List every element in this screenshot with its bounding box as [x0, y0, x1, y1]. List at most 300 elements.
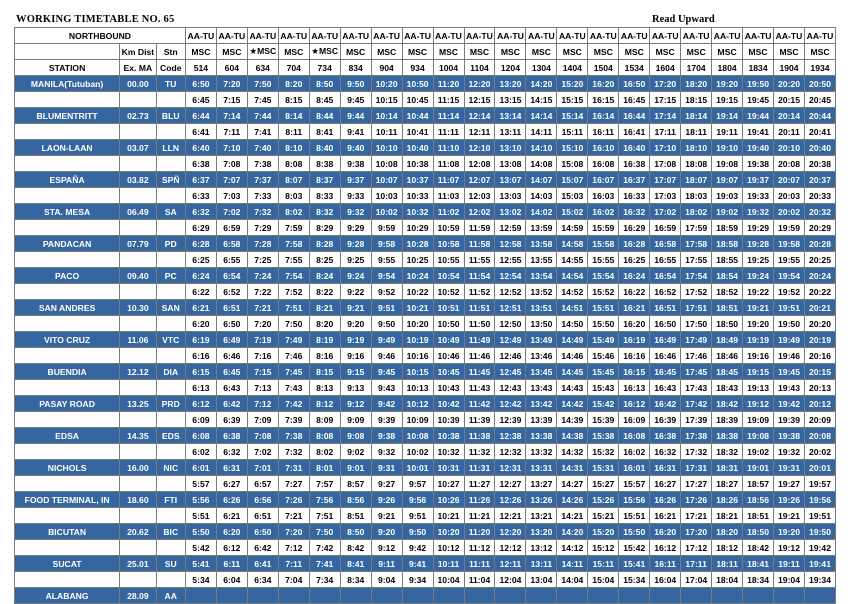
arrival-time: 6:27: [216, 476, 247, 492]
arrival-time: 7:52: [278, 284, 309, 300]
departure-time: [557, 588, 588, 604]
arrival-time: 10:38: [402, 156, 433, 172]
arrival-time: 7:55: [278, 252, 309, 268]
departure-time: 19:44: [743, 108, 774, 124]
arrival-time: 8:20: [309, 316, 340, 332]
departure-time: 6:58: [216, 236, 247, 252]
arrival-time: 13:50: [526, 316, 557, 332]
arrival-time: 15:21: [588, 508, 619, 524]
departure-time: 19:21: [743, 300, 774, 316]
departure-time: 7:51: [278, 300, 309, 316]
departure-time: 12:11: [495, 556, 526, 572]
arrival-time: 20:45: [804, 92, 835, 108]
arrival-time: 9:57: [402, 476, 433, 492]
arrival-row: [15, 476, 836, 492]
arrival-time: 19:16: [743, 348, 774, 364]
arrival-time: 10:20: [402, 316, 433, 332]
departure-time: 10:24: [402, 268, 433, 284]
page-title: WORKING TIMETABLE NO. 65: [16, 14, 175, 25]
station-km: 09.40: [120, 268, 156, 284]
departure-time: 9:50: [340, 76, 371, 92]
arrival-time: 7:04: [278, 572, 309, 588]
arrival-time: 18:32: [712, 444, 743, 460]
departure-time: 10:58: [433, 236, 464, 252]
service-cell: MSC: [464, 44, 495, 60]
departure-time: 6:45: [216, 364, 247, 380]
arrival-time: 19:43: [774, 380, 805, 396]
arrival-time: 16:52: [650, 284, 681, 300]
departure-time: 17:42: [681, 396, 712, 412]
spacer-cell: [15, 444, 120, 460]
arrival-time: 14:08: [526, 156, 557, 172]
arrival-time: 18:39: [712, 412, 743, 428]
departure-time: 12:54: [495, 268, 526, 284]
departure-time: 17:10: [650, 140, 681, 156]
day-code-cell: AA-TU: [464, 28, 495, 44]
departure-time: 12:20: [495, 524, 526, 540]
departure-time: 12:07: [464, 172, 495, 188]
departure-time: 20:08: [804, 428, 835, 444]
station-km: 03.07: [120, 140, 156, 156]
departure-time: 7:20: [216, 76, 247, 92]
arrival-time: 16:55: [650, 252, 681, 268]
departure-time: 16:58: [650, 236, 681, 252]
spacer-cell: [15, 124, 120, 140]
departure-time: 15:45: [588, 364, 619, 380]
departure-time: 11:20: [433, 76, 464, 92]
departure-time: [526, 588, 557, 604]
arrival-time: 8:34: [340, 572, 371, 588]
departure-time: 10:12: [402, 396, 433, 412]
departure-time: 14:54: [557, 268, 588, 284]
arrival-time: 11:46: [464, 348, 495, 364]
departure-time: 9:28: [340, 236, 371, 252]
arrival-time: 12:46: [495, 348, 526, 364]
arrival-time: 5:34: [185, 572, 216, 588]
train-number-cell: 1834: [743, 60, 774, 76]
service-cell: MSC: [650, 44, 681, 60]
arrival-time: 20:09: [804, 412, 835, 428]
departure-time: 11:38: [464, 428, 495, 444]
arrival-time: 17:12: [681, 540, 712, 556]
station-name: BICUTAN: [15, 524, 120, 540]
departure-time: 8:02: [278, 204, 309, 220]
arrival-time: 20:20: [804, 316, 835, 332]
departure-time: [588, 588, 619, 604]
departure-time: 9:40: [340, 140, 371, 156]
departure-time: 16:19: [619, 332, 650, 348]
departure-time: 19:58: [774, 236, 805, 252]
departure-time: 10:21: [402, 300, 433, 316]
service-cell: MSC: [681, 44, 712, 60]
station-row: [15, 108, 836, 124]
arrival-time: 13:08: [495, 156, 526, 172]
departure-time: 8:50: [309, 76, 340, 92]
station-name: MANILA(Tutuban): [15, 76, 120, 92]
arrival-time: 13:27: [526, 476, 557, 492]
departure-time: 19:28: [743, 236, 774, 252]
arrival-time: 17:59: [681, 220, 712, 236]
arrival-time: 6:16: [185, 348, 216, 364]
station-km: 03.82: [120, 172, 156, 188]
departure-time: 19:12: [743, 396, 774, 412]
departure-time: 6:01: [185, 460, 216, 476]
arrival-time: 9:46: [371, 348, 402, 364]
departure-time: [774, 588, 805, 604]
departure-time: 7:02: [216, 204, 247, 220]
spacer-cell: [156, 348, 185, 364]
departure-time: 11:51: [464, 300, 495, 316]
station-code: LLN: [156, 140, 185, 156]
station-code: PRD: [156, 396, 185, 412]
arrival-time: 10:39: [433, 412, 464, 428]
arrival-time: 18:57: [743, 476, 774, 492]
arrival-time: 10:08: [371, 156, 402, 172]
arrival-time: 10:09: [402, 412, 433, 428]
arrival-time: 14:55: [557, 252, 588, 268]
arrival-time: 20:29: [804, 220, 835, 236]
service-cell: MSC: [619, 44, 650, 60]
arrival-time: 19:22: [743, 284, 774, 300]
arrival-time: 9:42: [402, 540, 433, 556]
departure-time: 15:51: [588, 300, 619, 316]
station-code: TU: [156, 76, 185, 92]
departure-time: 6:42: [216, 396, 247, 412]
spacer-cell: [15, 572, 120, 588]
departure-time: 11:45: [464, 364, 495, 380]
station-code: BIC: [156, 524, 185, 540]
departure-time: 15:20: [557, 76, 588, 92]
departure-time: 8:24: [309, 268, 340, 284]
arrival-time: 19:04: [774, 572, 805, 588]
station-km: 25.01: [120, 556, 156, 572]
departure-time: [804, 588, 835, 604]
arrival-time: 18:12: [712, 540, 743, 556]
station-name: PASAY ROAD: [15, 396, 120, 412]
arrival-time: 12:15: [464, 92, 495, 108]
departure-time: [402, 588, 433, 604]
departure-time: 15:56: [619, 492, 650, 508]
departure-time: 10:31: [433, 460, 464, 476]
arrival-time: 12:59: [495, 220, 526, 236]
departure-time: 14:49: [557, 332, 588, 348]
train-number-cell: 1904: [774, 60, 805, 76]
read-direction-note: Read Upward: [652, 14, 715, 25]
arrival-time: 15:12: [588, 540, 619, 556]
arrival-time: 15:32: [588, 444, 619, 460]
departure-time: 19:10: [712, 140, 743, 156]
service-cell: MSC: [712, 44, 743, 60]
service-cell: MSC: [743, 44, 774, 60]
service-cell: MSC: [495, 44, 526, 60]
departure-time: 7:37: [247, 172, 278, 188]
departure-time: 6:44: [185, 108, 216, 124]
departure-time: 18:41: [743, 556, 774, 572]
departure-time: 19:54: [774, 268, 805, 284]
departure-time: 7:50: [247, 76, 278, 92]
departure-time: 13:02: [495, 204, 526, 220]
departure-time: 19:31: [774, 460, 805, 476]
departure-time: 13:54: [526, 268, 557, 284]
arrival-time: 18:03: [681, 188, 712, 204]
departure-time: 13:49: [526, 332, 557, 348]
arrival-time: 6:02: [185, 444, 216, 460]
departure-time: 9:19: [340, 332, 371, 348]
departure-time: 18:56: [743, 492, 774, 508]
station-row: [15, 492, 836, 508]
arrival-time: 12:27: [495, 476, 526, 492]
arrival-time: 14:04: [557, 572, 588, 588]
arrival-time: 9:13: [340, 380, 371, 396]
departure-time: 10:11: [433, 556, 464, 572]
departure-time: 15:49: [588, 332, 619, 348]
departure-time: 7:45: [278, 364, 309, 380]
spacer-cell: [120, 572, 156, 588]
train-number-cell: 704: [278, 60, 309, 76]
arrival-row: [15, 508, 836, 524]
day-code-cell: AA-TU: [743, 28, 774, 44]
train-number-cell: 1404: [557, 60, 588, 76]
station-code: SPÑ: [156, 172, 185, 188]
station-code: BLU: [156, 108, 185, 124]
arrival-time: 18:52: [712, 284, 743, 300]
departure-time: 19:02: [712, 204, 743, 220]
departure-time: [278, 588, 309, 604]
station-name: FOOD TERMINAL, IN: [15, 492, 120, 508]
day-code-cell: AA-TU: [557, 28, 588, 44]
departure-time: 7:21: [247, 300, 278, 316]
departure-time: 13:20: [495, 76, 526, 92]
departure-time: 19:08: [743, 428, 774, 444]
departure-time: 16:50: [619, 76, 650, 92]
arrival-time: 5:57: [185, 476, 216, 492]
arrival-time: 14:21: [557, 508, 588, 524]
arrival-time: 15:04: [588, 572, 619, 588]
arrival-time: 9:45: [340, 92, 371, 108]
arrival-time: 16:08: [588, 156, 619, 172]
arrival-time: 16:41: [619, 124, 650, 140]
departure-time: 18:45: [712, 364, 743, 380]
departure-time: 19:19: [743, 332, 774, 348]
departure-time: 16:20: [650, 524, 681, 540]
service-cell: MSC: [526, 44, 557, 60]
arrival-time: 13:11: [495, 124, 526, 140]
departure-time: 6:49: [216, 332, 247, 348]
departure-time: 19:15: [743, 364, 774, 380]
arrival-time: 15:39: [588, 412, 619, 428]
arrival-time: 15:50: [588, 316, 619, 332]
arrival-time: 7:27: [278, 476, 309, 492]
departure-time: 6:15: [185, 364, 216, 380]
departure-time: 20:40: [804, 140, 835, 156]
arrival-time: 9:29: [340, 220, 371, 236]
departure-time: 7:54: [278, 268, 309, 284]
arrival-time: 9:25: [340, 252, 371, 268]
departure-time: 20:32: [804, 204, 835, 220]
station-row: [15, 236, 836, 252]
arrival-row: [15, 572, 836, 588]
station-km: 00.00: [120, 76, 156, 92]
station-row: [15, 556, 836, 572]
departure-time: 16:08: [619, 428, 650, 444]
arrival-time: 6:45: [185, 92, 216, 108]
departure-time: 12:51: [495, 300, 526, 316]
departure-time: 15:41: [619, 556, 650, 572]
station-row: [15, 588, 836, 604]
arrival-time: 11:50: [464, 316, 495, 332]
arrival-time: 19:32: [774, 444, 805, 460]
departure-time: 19:20: [712, 76, 743, 92]
arrival-time: 13:52: [526, 284, 557, 300]
arrival-time: 6:21: [216, 508, 247, 524]
departure-time: 10:51: [433, 300, 464, 316]
departure-time: [340, 588, 371, 604]
spacer-cell: [120, 380, 156, 396]
arrival-time: 7:57: [309, 476, 340, 492]
spacer-cell: [120, 92, 156, 108]
departure-time: 19:20: [774, 524, 805, 540]
station-code: SU: [156, 556, 185, 572]
arrival-time: 6:09: [185, 412, 216, 428]
departure-time: 15:20: [588, 524, 619, 540]
departure-time: 16:44: [619, 108, 650, 124]
departure-time: 10:32: [402, 204, 433, 220]
departure-time: 11:14: [433, 108, 464, 124]
arrival-time: 16:20: [619, 316, 650, 332]
arrival-time: 6:33: [185, 188, 216, 204]
spacer-cell: [156, 380, 185, 396]
arrival-time: 9:02: [340, 444, 371, 460]
arrival-row: [15, 92, 836, 108]
station-row: [15, 268, 836, 284]
arrival-time: 18:43: [712, 380, 743, 396]
arrival-time: 8:02: [309, 444, 340, 460]
arrival-time: 7:32: [278, 444, 309, 460]
departure-time: 15:02: [557, 204, 588, 220]
arrival-time: 16:29: [619, 220, 650, 236]
departure-time: 6:24: [185, 268, 216, 284]
spacer-cell: [156, 444, 185, 460]
spacer-cell: [15, 284, 120, 300]
spacer-cell: [120, 252, 156, 268]
departure-time: 13:45: [526, 364, 557, 380]
spacer-cell: [15, 156, 120, 172]
arrival-time: 13:15: [495, 92, 526, 108]
arrival-time: 19:50: [774, 316, 805, 332]
spacer-cell: [120, 284, 156, 300]
departure-time: 7:31: [278, 460, 309, 476]
station-km: 06.49: [120, 204, 156, 220]
spacer-cell: [156, 412, 185, 428]
spacer-cell: [156, 188, 185, 204]
arrival-time: 7:22: [247, 284, 278, 300]
service-cell: MSC: [340, 44, 371, 60]
departure-time: 10:49: [433, 332, 464, 348]
departure-time: 15:54: [588, 268, 619, 284]
departure-time: 9:08: [340, 428, 371, 444]
station-name: SUCAT: [15, 556, 120, 572]
station-name: ALABANG: [15, 588, 120, 604]
departure-time: 10:15: [402, 364, 433, 380]
departure-time: 11:07: [433, 172, 464, 188]
departure-time: 16:26: [650, 492, 681, 508]
departure-time: 12:42: [495, 396, 526, 412]
departure-time: 19:56: [804, 492, 835, 508]
departure-time: 8:37: [309, 172, 340, 188]
arrival-time: 7:09: [247, 412, 278, 428]
departure-time: 14:31: [557, 460, 588, 476]
arrival-time: 17:50: [681, 316, 712, 332]
arrival-time: 13:21: [526, 508, 557, 524]
train-number-cell: 1004: [433, 60, 464, 76]
spacer-cell: [15, 508, 120, 524]
arrival-time: 15:03: [557, 188, 588, 204]
arrival-time: 17:27: [681, 476, 712, 492]
arrival-row: [15, 348, 836, 364]
departure-time: 16:37: [619, 172, 650, 188]
arrival-time: 20:33: [804, 188, 835, 204]
spacer-cell: [120, 508, 156, 524]
spacer-cell: [156, 540, 185, 556]
arrival-time: 13:55: [526, 252, 557, 268]
station-km: 16.00: [120, 460, 156, 476]
departure-time: 20:07: [774, 172, 805, 188]
station-name: NICHOLS: [15, 460, 120, 476]
arrival-time: 16:32: [650, 444, 681, 460]
arrival-row: [15, 412, 836, 428]
arrival-time: 9:51: [402, 508, 433, 524]
departure-time: 17:45: [681, 364, 712, 380]
station-code: SAN: [156, 300, 185, 316]
arrival-time: 19:46: [774, 348, 805, 364]
arrival-time: 16:45: [619, 92, 650, 108]
departure-time: 14:20: [557, 524, 588, 540]
arrival-time: 18:08: [681, 156, 712, 172]
departure-time: 9:24: [340, 268, 371, 284]
arrival-time: 14:50: [557, 316, 588, 332]
departure-time: 8:44: [309, 108, 340, 124]
departure-time: 18:10: [681, 140, 712, 156]
service-cell: MSC: [278, 44, 309, 60]
arrival-time: 15:08: [557, 156, 588, 172]
departure-time: 20:15: [804, 364, 835, 380]
arrival-time: 8:11: [278, 124, 309, 140]
departure-time: 7:11: [278, 556, 309, 572]
departure-time: 9:37: [340, 172, 371, 188]
station-code: DIA: [156, 364, 185, 380]
arrival-time: 17:32: [681, 444, 712, 460]
day-code-cell: AA-TU: [495, 28, 526, 44]
day-code-cell: AA-TU: [185, 28, 216, 44]
departure-time: 12:14: [464, 108, 495, 124]
departure-time: 20:50: [804, 76, 835, 92]
departure-time: 15:58: [588, 236, 619, 252]
station-name: BLUMENTRITT: [15, 108, 120, 124]
arrival-time: 7:45: [247, 92, 278, 108]
arrival-time: 12:11: [464, 124, 495, 140]
service-cell: MSC: [588, 44, 619, 60]
arrival-time: 19:59: [774, 220, 805, 236]
arrival-time: 19:21: [774, 508, 805, 524]
arrival-time: 18:11: [681, 124, 712, 140]
arrival-time: 8:15: [278, 92, 309, 108]
arrival-time: 16:04: [650, 572, 681, 588]
station-km: 10.30: [120, 300, 156, 316]
departure-time: 10:45: [433, 364, 464, 380]
departure-time: 18:07: [681, 172, 712, 188]
departure-time: 15:38: [588, 428, 619, 444]
departure-time: 19:24: [743, 268, 774, 284]
